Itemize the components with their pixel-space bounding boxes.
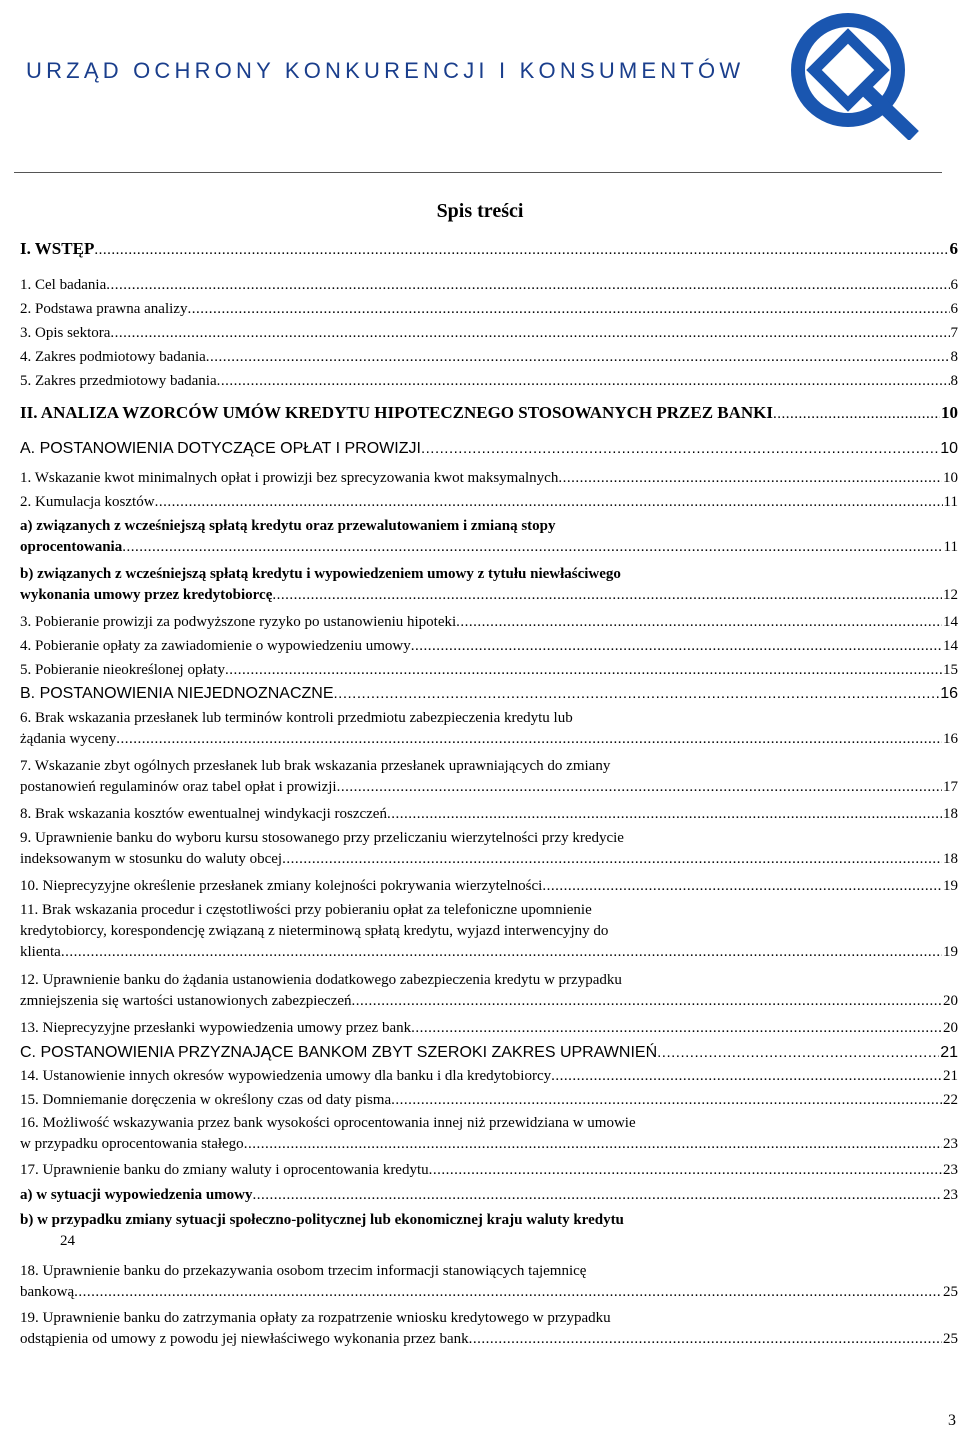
toc-entry[interactable]: 11. Brak wskazania procedur i częstotliwości przy pobieraniu opłat za telefoniczne upomnienie kredytobiorcy, korespondencję związaną z nieterminową spłatą kredytu, wyjazd interwencyjny do klienta ..... 19 [20,900,958,963]
toc-entry[interactable]: 9. Uprawnienie banku do wyboru kursu stosowanego przy przeliczaniu wierzytelności przy kredycie indeksowanym w stosunku do waluty obcej ..... 18 [20,828,958,870]
toc-entry[interactable]: 7. Wskazanie zbyt ogólnych przesłanek lub brak wskazania przesłanek uprawniających do zmiany postanowień regulaminów oraz tabel opłat i prowizji ..... 17 [20,756,958,798]
toc-entry[interactable]: 2. Kumulacja kosztów ..... 11 [20,492,958,513]
toc-entry[interactable]: 1. Wskazanie kwot minimalnych opłat i prowizji bez sprecyzowania kwot maksymalnych ..... 10 [20,468,958,489]
toc-entry[interactable]: 5. Pobieranie nieokreślonej opłaty ..... 15 [20,660,958,681]
toc-entry[interactable]: 18. Uprawnienie banku do przekazywania osobom trzecim informacji stanowiących tajemnicę bankową ..... 25 [20,1261,958,1303]
toc-entry[interactable]: 12. Uprawnienie banku do żądania ustanowienia dodatkowego zabezpieczenia kredytu w przypadku zmniejszenia się wartości ustanowionych zabezpieczeń ..... 20 [20,970,958,1012]
toc-title: Spis treści [436,200,524,222]
toc-entry-analiza[interactable]: II. ANALIZA WZORCÓW UMÓW KREDYTU HIPOTECZNEGO STOSOWANYCH PRZEZ BANKI ..... 10 [20,402,958,425]
header-divider [14,172,942,173]
toc-entry-page: 24 [60,1233,75,1249]
toc-entry[interactable]: 2. Podstawa prawna analizy ..... 6 [20,299,958,320]
toc-entry-section-b[interactable]: B. POSTANOWIENIA NIEJEDNOZNACZNE ..... 16 [20,683,958,704]
toc-entry[interactable]: 1. Cel badania ..... 6 [20,275,958,296]
toc-entry[interactable]: 16. Możliwość wskazywania przez bank wysokości oprocentowania innej niż przewidziana w umowie w przypadku oprocentowania stałego ..... 23 [20,1113,958,1155]
toc-entry[interactable]: 14. Ustanowienie innych okresów wypowiedzenia umowy dla banku i dla kredytobiorcy ..... 21 [20,1066,958,1087]
organization-name: URZĄD OCHRONY KONKURENCJI I KONSUMENTÓW [26,58,745,83]
uokik-logo-icon [786,6,920,140]
toc-entry[interactable]: 4. Zakres podmiotowy badania ..... 8 [20,347,958,368]
toc-entry[interactable]: 15. Domniemanie doręczenia w określony czas od daty pisma ..... 22 [20,1090,958,1111]
toc-entry-sub[interactable]: a) w sytuacji wypowiedzenia umowy ..... 23 [20,1185,958,1206]
toc-entry[interactable]: 8. Brak wskazania kosztów ewentualnej windykacji roszczeń ..... 18 [20,804,958,825]
toc-entry[interactable]: 3. Pobieranie prowizji za podwyższone ryzyko po ustanowieniu hipoteki ..... 14 [20,612,958,633]
toc-entry[interactable]: 3. Opis sektora ..... 7 [20,323,958,344]
toc-entry-section-c[interactable]: C. POSTANOWIENIA PRZYZNAJĄCE BANKOM ZBYT SZEROKI ZAKRES UPRAWNIEŃ ..... 21 [20,1042,958,1063]
toc-entry[interactable]: 4. Pobieranie opłaty za zawiadomienie o wypowiedzeniu umowy ..... 14 [20,636,958,657]
toc-entry-wstep[interactable]: I. WSTĘP ..... 6 [20,238,958,261]
toc-entry-sub[interactable]: a) związanych z wcześniejszą spłatą kredytu oraz przewalutowaniem i zmianą stopy oprocentowania ..... 11 [20,516,958,558]
toc-entry-sub[interactable]: b) w przypadku zmiany sytuacji społeczno-politycznej lub ekonomicznej kraju waluty kredytu 24 [20,1210,958,1252]
toc-entry[interactable]: 13. Nieprecyzyjne przesłanki wypowiedzenia umowy przez bank ..... 20 [20,1018,958,1039]
toc-entry-section-a[interactable]: A. POSTANOWIENIA DOTYCZĄCE OPŁAT I PROWIZJI ..... 10 [20,438,958,459]
page-number: 3 [948,1412,956,1429]
toc-entry-sub[interactable]: b) związanych z wcześniejszą spłatą kredytu i wypowiedzeniem umowy z tytułu niewłaściwego wykonania umowy przez kredytobiorcę ..... 12 [20,564,958,606]
toc-entry[interactable]: 10. Nieprecyzyjne określenie przesłanek zmiany kolejności pokrywania wierzytelności ..... 19 [20,876,958,897]
toc-entry[interactable]: 5. Zakres przedmiotowy badania ..... 8 [20,371,958,392]
toc-entry[interactable]: 6. Brak wskazania przesłanek lub terminów kontroli przedmiotu zabezpieczenia kredytu lub żądania wyceny ..... 16 [20,708,958,750]
toc-entry[interactable]: 17. Uprawnienie banku do zmiany waluty i oprocentowania kredytu ..... 23 [20,1160,958,1181]
toc-entry[interactable]: 19. Uprawnienie banku do zatrzymania opłaty za rozpatrzenie wniosku kredytowego w przypadku odstąpienia od umowy z powodu jej niewłaściwego wykonania przez bank ..... 25 [20,1308,958,1350]
